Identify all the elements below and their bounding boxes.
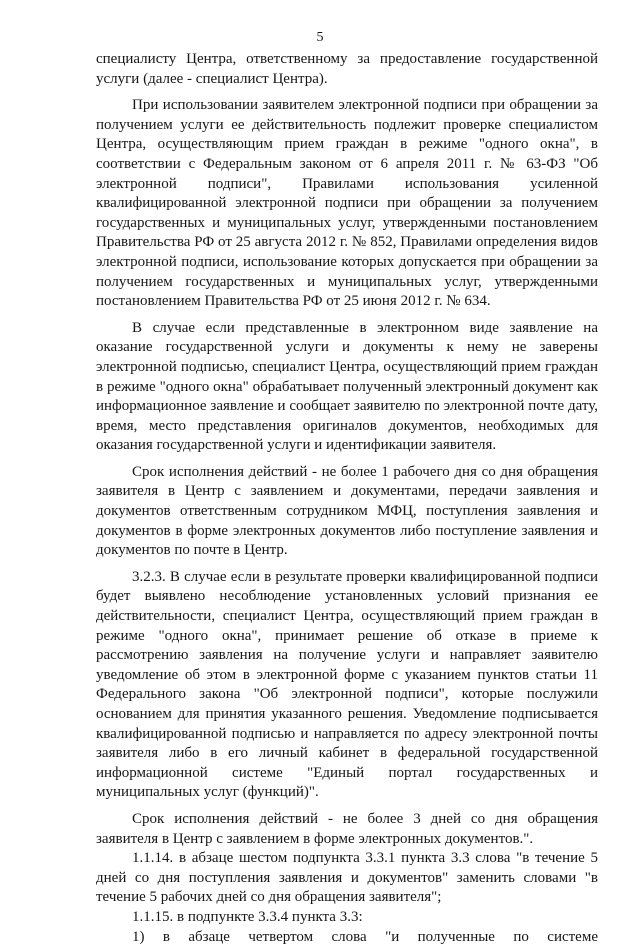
page-number: 5 <box>316 30 324 45</box>
paragraph-3-2-3: 3.2.3. В случае если в результате проверки квалифицированной подписи будет выявлено несоблюдение установленных условий признания ее действительности, специалист Центра, осуществляющий прием граждан в режиме "одного окна", принимает решение об отказе в приеме к рассмотрению заявления на получение услуги и направляет заявителю уведомление об этом в электронной форме с указанием пунктов статьи 11 Федерального закона "Об электронной подписи", которые послужили основанием для принятия указанного решения. Уведомление подписывается квалифицированной подписью и направляется по адресу электронной почты заявителя либо в его личный кабинет в федеральной государственной информационной системе "Единый портал государственных и муниципальных услуг (функций)". <box>96 568 598 801</box>
paragraph-continuation: специалисту Центра, ответственному за предоставление государственной услуги (далее - специалист Центра). <box>96 51 598 87</box>
paragraph-deadline-1-day: Срок исполнения действий - не более 1 рабочего дня со дня обращения заявителя в Центр с заявлением и документами, передачи заявления и документов ответственным сотрудником МФЦ, поступления заявления и документов в форме электронных документов либо поступление заявления и документов по почте в Центр. <box>96 463 598 559</box>
paragraph-unsigned-documents: В случае если представленные в электронном виде заявление на оказание государственной услуги и документы к нему не заверены электронной подписью, специалист Центра, осуществляющий прием граждан в режиме "одного окна" обрабатывает полученный электронный документ как информационное заявление и сообщает заявителю по электронной почте дату, время, место представления оригиналов документов, необходимых для оказания государственной услуги и идентификации заявителя. <box>96 319 598 454</box>
paragraph-1-1-15: 1.1.15. в подпункте 3.3.4 пункта 3.3: <box>132 908 363 925</box>
paragraph-electronic-signature-check: При использовании заявителем электронной подписи при обращении за получением услуги ее действительность подлежит проверке специалистом Центра, осуществляющим прием граждан в режиме "одного окна", в соответствии с Федеральным законом от 6 апреля 2011 г. № 63-ФЗ "Об электронной подписи", Правилами использования усиленной квалифицированной электронной подписи при обращении за получением государственных и муниципальных услуг, утвержденными постановлением Правительства РФ от 25 августа 2012 г. № 852, Правилами определения видов электронной подписи, использование которых допускается при обращении за получением государственных и муниципальных услуг, утвержденными постановлением Правительства РФ от 25 июня 2012 г. № 634. <box>96 97 598 310</box>
paragraph-deadline-3-days: Срок исполнения действий - не более 3 дней со дня обращения заявителя в Центр с заявлением в форме электронных документов.". <box>96 810 598 847</box>
paragraph-item-1: 1) в абзаце четвертом слова "и полученные по системе <box>132 928 598 945</box>
paragraph-1-1-14: 1.1.14. в абзаце шестом подпункта 3.3.1 пункта 3.3 слова "в течение 5 дней со дня поступления заявления и документов" заменить словами "в течение 5 рабочих дней со дня обращения заявителя"; <box>96 850 598 906</box>
document-body <box>96 50 598 947</box>
